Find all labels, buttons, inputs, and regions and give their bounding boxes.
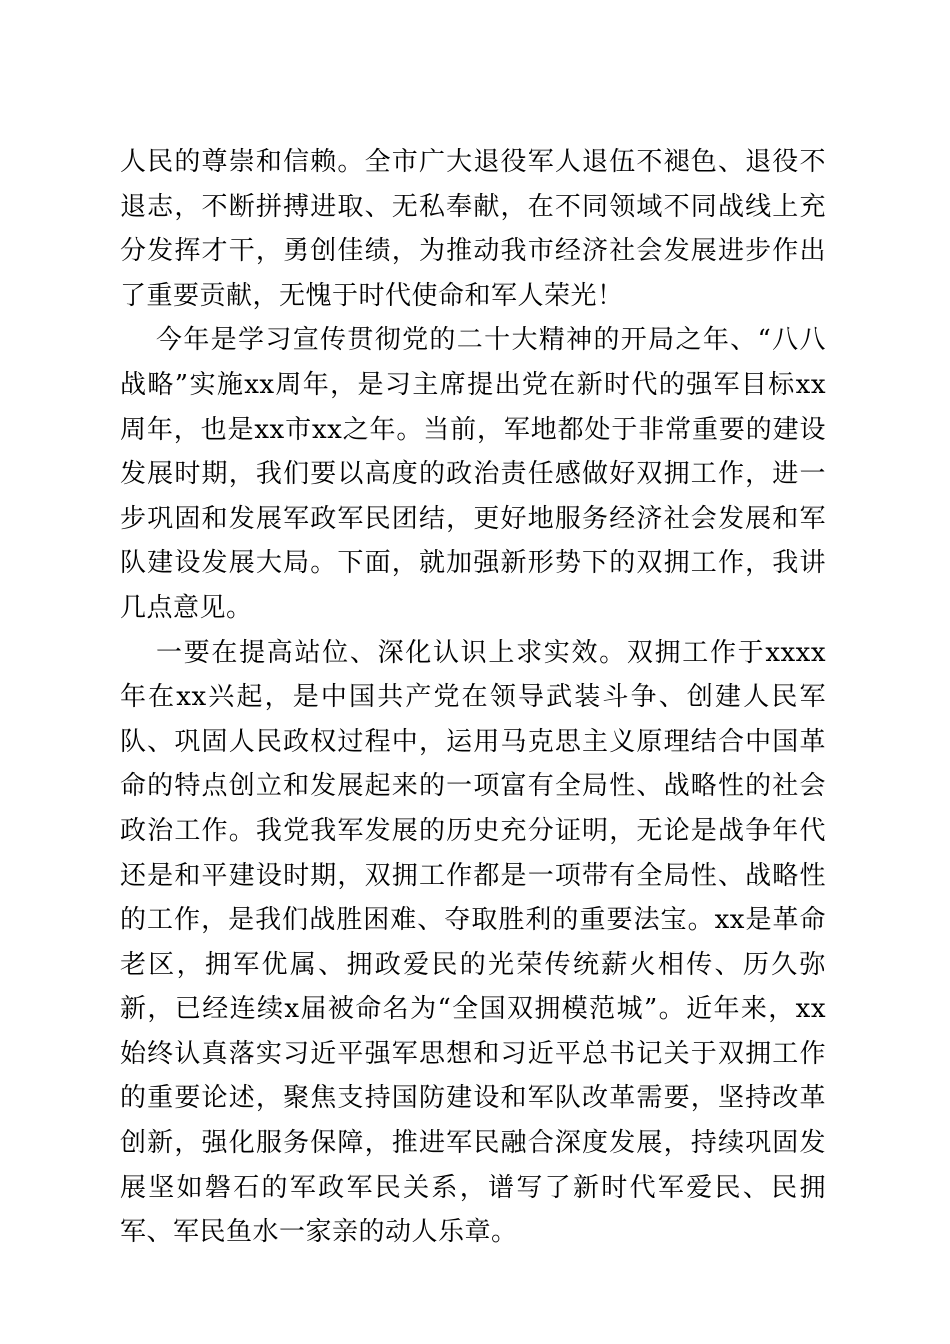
paragraph-point-one: 一要在提高站位、深化认识上求实效。双拥工作于xxxx年在xx兴起，是中国共产党在领导武装斗争、创建人民军队、巩固人民政权过程中，运用马克思主义原理结合中国革命的特点创立和发展起来的一项富有全局性、战略性的社会政治工作。我党我军发展的历史充分证明，无论是战争年代还是和平建设时期，双拥工作都是一项带有全局性、战略性的工作，是我们战胜困难、夺取胜利的重要法宝。xx是革命老区，拥军优属、拥政爱民的光荣传统薪火相传、历久弥新，已经连续x届被命名为“全国双拥模范城”。近年来，xx始终认真落实习近平强军思想和习近平总书记关于双拥工作的重要论述，聚焦支持国防建设和军队改革需要，坚持改革创新，强化服务保障，推进军民融合深度发展，持续巩固发展坚如磐石的军政军民关系，谱写了新时代军爱民、民拥军、军民鱼水一家亲的动人乐章。 <box>120 637 826 1248</box>
document-body <box>120 140 826 1255</box>
paragraph-continuation: 人民的尊崇和信赖。全市广大退役军人退伍不褪色、退役不退志，不断拼搏进取、无私奉献，在不同领域不同战线上充分发挥才干，勇创佳绩，为推动我市经济社会发展进步作出了重要贡献，无愧于时代使命和军人荣光！ <box>120 147 826 311</box>
paragraph-intro: 今年是学习宣传贯彻党的二十大精神的开局之年、“八八战略”实施xx周年，是习主席提出党在新时代的强军目标xx周年，也是xx市xx之年。当前，军地都处于非常重要的建设发展时期，我们要以高度的政治责任感做好双拥工作，进一步巩固和发展军政军民团结，更好地服务经济社会发展和军队建设发展大局。下面，就加强新形势下的双拥工作，我讲几点意见。 <box>120 325 826 623</box>
